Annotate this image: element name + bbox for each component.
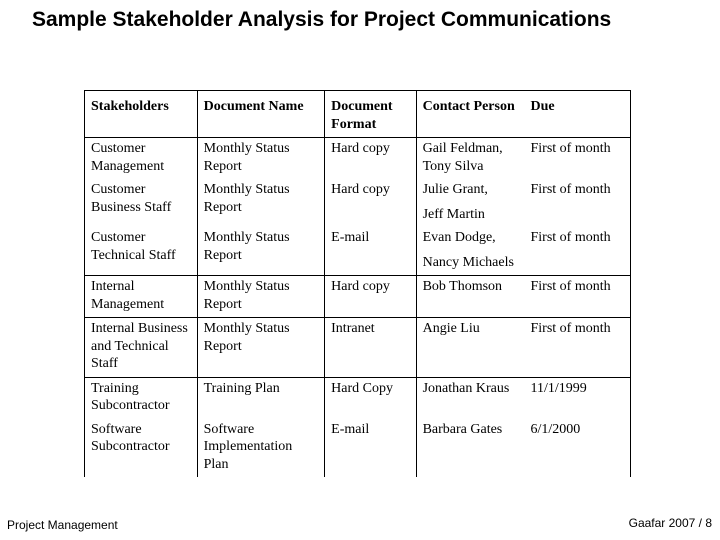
contact-name: Gail Feldman, [422,141,503,156]
table-row [85,179,631,227]
cell-contact: Bob Thomson [416,276,524,318]
cell-format: Hard copy [325,179,416,227]
cell-stakeholder: Internal Business and Technical Staff [85,318,198,378]
cell-stakeholder: Customer Technical Staff [85,227,198,276]
slide-title: Sample Stakeholder Analysis for Project Communications [32,8,612,31]
cell-contact: Barbara Gates [422,421,503,437]
table-row [85,377,631,419]
cell-document: Monthly Status Report [197,227,325,276]
cell-format: E-mail [325,419,416,478]
cell-document: Monthly Status Report [197,276,325,318]
cell-contact [416,138,524,180]
cell-contact: Angie Liu [416,318,524,378]
cell-due: First of month [524,276,630,318]
table-row [85,318,631,378]
cell-format: Hard copy [325,276,416,318]
cell-stakeholder: Training Subcontractor [85,377,198,419]
cell-document: Monthly Status Report [197,179,325,227]
cell-format: Intranet [325,318,416,378]
cell-stakeholder: Customer Business Staff [85,179,198,227]
cell-due: First of month [524,318,630,378]
footer-course-name: Project Management [7,518,118,532]
header-contact-person: Contact Person [416,91,524,138]
contact-name: Evan Dodge, [422,230,496,245]
cell-due: 11/1/1999 [530,380,587,396]
cell-format: E-mail [325,227,416,276]
cell-document: Software Implementation Plan [197,419,325,478]
cell-stakeholder: Software Subcontractor [85,419,198,478]
table-row [85,419,631,478]
table-row [85,227,631,276]
contact-name-2: Jeff Martin [422,206,485,222]
cell-document: Monthly Status Report [197,138,325,180]
footer-author-page: Gaafar 2007 / 8 [628,516,712,530]
stakeholder-table [84,90,631,477]
cell-contact: Jonathan Kraus [422,380,510,396]
header-document-name: Document Name [197,91,325,138]
table-row [85,138,631,180]
stakeholder-table-container [84,90,631,488]
cell-due: 6/1/2000 [530,421,581,437]
table-row [85,276,631,318]
cell-format: Hard Copy [325,377,416,419]
header-due: Due [524,91,630,138]
header-stakeholders: Stakeholders [85,91,198,138]
cell-format: Hard copy [325,138,416,180]
cell-contact [416,227,524,276]
cell-due: First of month [530,141,611,156]
table-header-row [85,91,631,138]
cell-stakeholder: Internal Management [85,276,198,318]
cell-due: First of month [524,227,630,276]
cell-due: First of month [530,182,611,197]
cell-contact [416,179,524,227]
contact-name-2: Nancy Michaels [422,254,514,270]
cell-stakeholder: Customer Management [85,138,198,180]
header-document-format: Document Format [325,91,416,138]
contact-name-2: Tony Silva [422,158,484,174]
contact-name: Julie Grant, [422,182,488,197]
cell-document: Training Plan [197,377,325,419]
cell-document: Monthly Status Report [197,318,325,378]
